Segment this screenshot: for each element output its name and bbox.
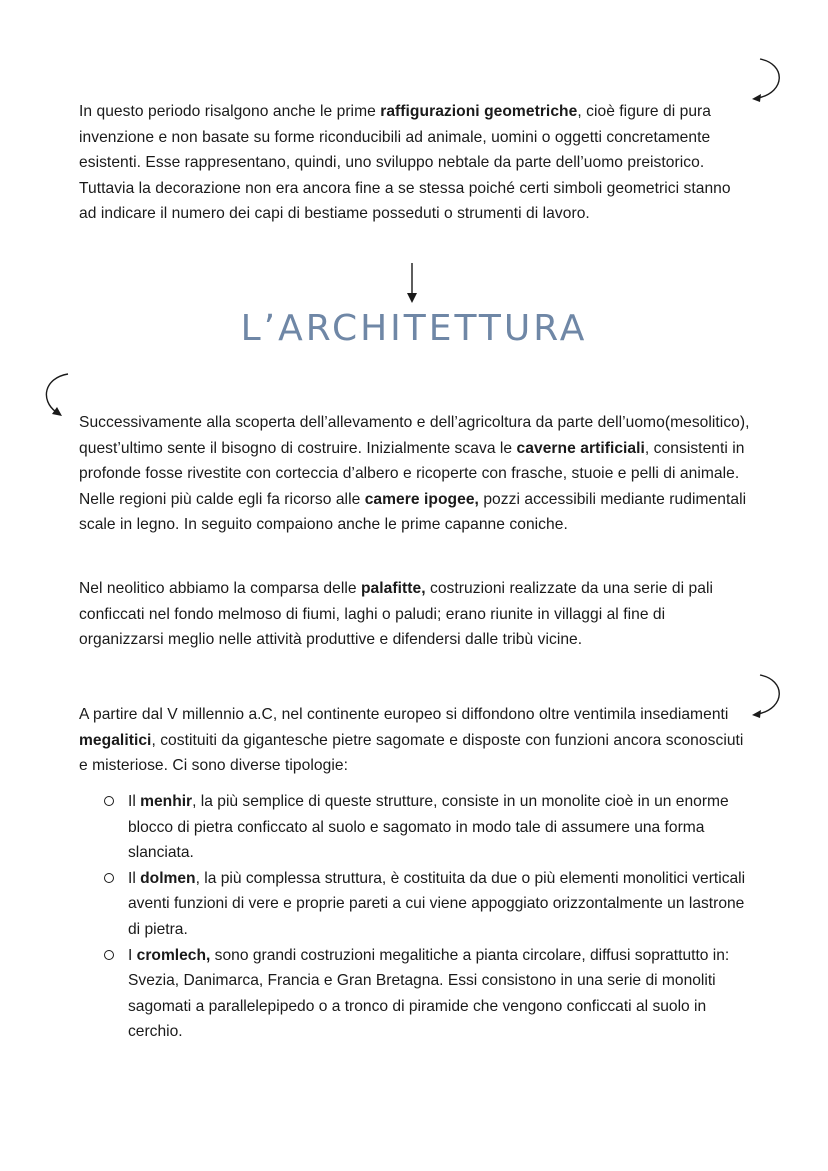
- intro-paragraph: [79, 99, 751, 227]
- para4-bold-megalitici: megalitici: [79, 731, 152, 749]
- list-item-menhir: [104, 789, 754, 866]
- bullet-term: menhir: [140, 793, 193, 810]
- para3-bold-palafitte: palafitte,: [360, 580, 426, 597]
- page-title: L’ARCHITETTURA: [240, 308, 588, 349]
- para2-text-2: , consistenti in profonde fosse rivestite con corteccia d’albero e ricoperte con frasche, stuoie e pelli di animale. Nelle regioni più calde egli fa ricorso alle: [79, 439, 745, 508]
- para2-bold-camere: camere ipogee,: [364, 490, 479, 508]
- bullet-text: , la più complessa struttura, è costituita da due o più elementi monolitici verticali aventi funzioni di vere e proprie pareti a cui viene appoggiato orizzontalmente un lastrone di pietra.: [128, 869, 746, 938]
- intro-text-1: In questo periodo risalgono anche le prime: [79, 103, 381, 120]
- curved-arrow-left-icon: [38, 370, 78, 422]
- down-arrow-icon: [404, 262, 420, 306]
- para2-text-1: Successivamente alla scoperta dell’allevamento e dell’agricoltura da parte dell’uomo(mesolitico), quest’ultimo sente il bisogno di costruire. Inizialmente scava le: [79, 414, 750, 457]
- megaliti-paragraph: [79, 702, 751, 779]
- para2-bold-caverne: caverne artificiali: [516, 439, 645, 457]
- megalith-types-list: [104, 789, 754, 1045]
- bullet-text: , la più semplice di queste strutture, consiste in un monolite cioè in un enorme blocco di pietra conficcato al suolo e sagomato in modo tale di assumere una forma slanciata.: [128, 793, 729, 862]
- circle-bullet-icon: [104, 873, 114, 883]
- para3-text-2: costruzioni realizzate da una serie di pali conficcati nel fondo melmoso di fiumi, laghi o paludi; erano riunite in villaggi al fine di organizzarsi meglio nelle attività produttive e difendersi dalle tribù vicine.: [79, 580, 713, 649]
- circle-bullet-icon: [104, 950, 114, 960]
- bullet-term: dolmen: [140, 869, 196, 887]
- curved-arrow-icon: [748, 56, 788, 106]
- list-item-cromlech: [104, 943, 754, 1045]
- intro-bold-term: raffigurazioni geometriche: [380, 103, 578, 120]
- para4-text-2: , costituiti da gigantesche pietre sagomate e disposte con funzioni ancora sconosciuti e misteriose. Ci sono diverse tipologie:: [79, 731, 744, 775]
- palafitte-paragraph: [79, 576, 751, 653]
- bullet-prefix: Il: [128, 869, 141, 887]
- curved-arrow-icon-2: [748, 672, 788, 722]
- para4-text-1: A partire dal V millennio a.C, nel continente europeo si diffondono oltre ventimila insediamenti: [79, 706, 729, 723]
- para2-text-3: pozzi accessibili mediante rudimentali scale in legno. In seguito compaiono anche le prime capanne coniche.: [79, 490, 747, 534]
- bullet-prefix: I: [128, 946, 137, 964]
- intro-text-2: , cioè figure di pura invenzione e non basate su forme riconducibili ad animale, uomini o oggetti concretamente esistenti. Esse rappresentano, quindi, uno sviluppo nebtale da parte dell’uomo preistorico. Tuttavia la decorazione non era ancora fine a se stessa poiché certi simboli geometrici stanno ad indicare il numero dei capi di bestiame posseduti o strumenti di lavoro.: [79, 103, 731, 223]
- architecture-paragraph: [79, 410, 751, 538]
- list-item-dolmen: [104, 866, 754, 943]
- para3-text-1: Nel neolitico abbiamo la comparsa delle: [79, 580, 361, 597]
- circle-bullet-icon: [104, 796, 114, 806]
- bullet-prefix: Il: [128, 793, 141, 810]
- bullet-text: sono grandi costruzioni megalitiche a pianta circolare, diffusi soprattutto in: Svezia, Danimarca, Francia e Gran Bretagna. Essi consistono in una serie di monoliti sagomati a parallelepipedo o a tronco di piramide che vengono conficcati al suolo in cerchio.: [128, 946, 730, 1041]
- bullet-term: cromlech,: [136, 946, 211, 964]
